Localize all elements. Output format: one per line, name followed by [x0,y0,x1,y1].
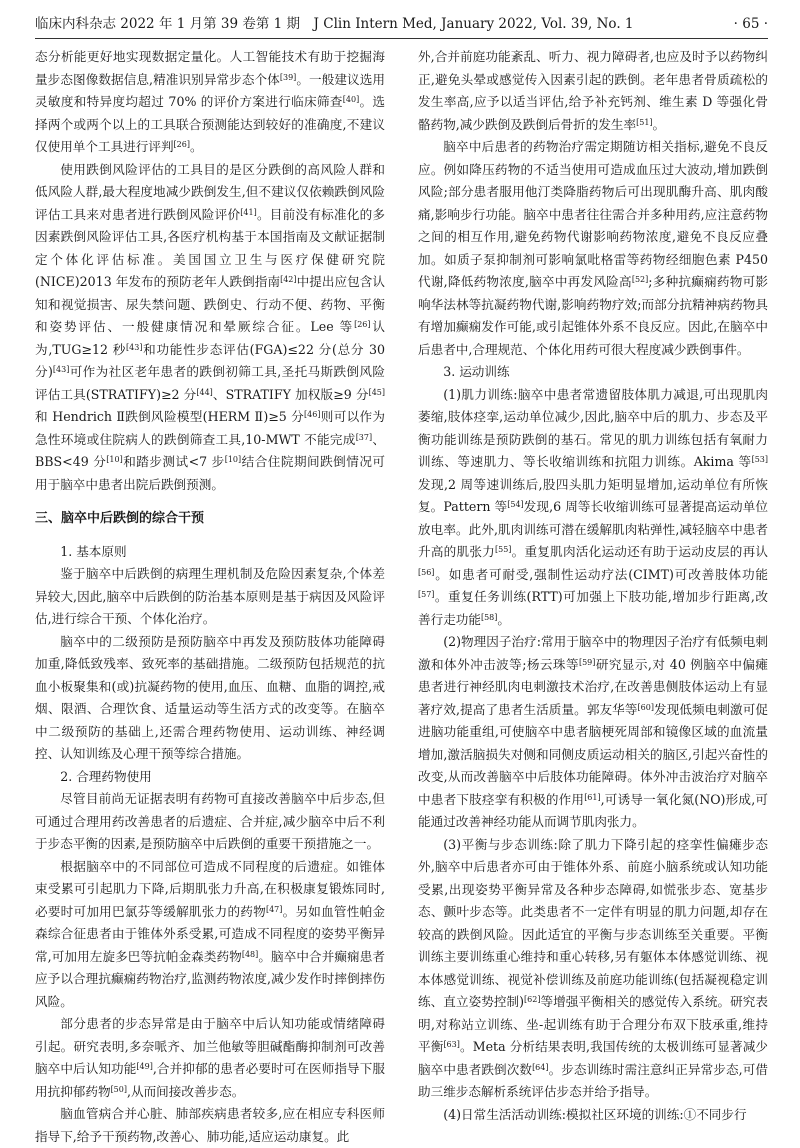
text-run: 外,合并前庭功能紊乱、听力、视力障碍者,也应及时予以药物纠正,避免头晕或感觉传入因素引起的跌倒。老年患者骨质疏松的发生率高,应予以适当评估,给予补充钙剂、维生素 D 等强化骨骼药物,减少跌倒及跌倒后骨折的发生率 [418,49,768,132]
text-run: 可作为社区老年患者的跌倒初筛工具,圣托马斯跌倒风险评估工具(STRATIFY)≥2 分 [35,364,385,402]
citation: [42] [280,275,297,284]
citation: [39] [279,72,297,82]
citation: [43] [126,342,143,352]
text-run: 发现,2 周等速训练后,股四头肌力矩明显增加,运动单位有所恢复。Pattern 等 [418,476,768,514]
text-run: ,可诱导一氧化氮(NO)形成,可能通过改善神经功能从而调节肌肉张力。 [418,791,768,829]
text-run: 。目前没有标准化的多因素跌倒风险评估工具,各医疗机构基于本国指南及文献证据制定个体化评估标准。美国国立卫生与医疗保健研究院(NICE)2013 年发布的预防老年人跌倒指南 [35,206,386,289]
left-column [35,46,385,1148]
citation: [37] [355,432,373,442]
citation: [10] [106,455,123,464]
text-run: (2)物理因子治疗:常用于脑卒中的物理因子治疗有低频电刺激和体外冲击波等;杨云珠等 [418,634,768,672]
citation: [54] [507,500,524,509]
text-run: 中提出应包含认知和视觉损害、尿失禁问题、跌倒史、行动不便、药物、平衡和姿势评估、一般健康情况和晕厥综合征。Lee 等 [35,274,385,334]
text-run: 。另如血管性帕金森综合征患者由于锥体外系受累,可造成不同程度的姿势平衡异常,可加用左旋多巴等抗帕金森类药物 [35,903,386,964]
text-run: 和功能性步态评估(FGA)≤22 分(总分 30 分) [35,341,385,379]
text-run: 发现,6 周等长收缩训练可显著提高运动单位放电率。此外,肌肉训练可潜在缓解肌肉粘弹性,减轻脑卒中患者升高的肌张力 [418,499,768,559]
citation: [43] [52,365,70,374]
text-run: 根据脑卒中的不同部位可造成不同程度的后遗症。如锥体束受累可引起肌力下降,后期肌张力升高,在积极康复锻炼同时,必要时可加用巴氯芬等缓解肌张力的药物 [35,858,385,919]
citation: [63] [443,1040,460,1049]
text-run: 。步态训练时需注意纠正异常步态,可借助三维步态解析系统评估步态并给予指导。 [418,1061,768,1099]
text-run: 。重复肌肉活化运动还有助于运动皮层的再认 [511,544,769,559]
text-run: 使用跌倒风险评估的工具目的是区分跌倒的高风险人群和低风险人群,最大程度地减少跌倒发生,但不建议仅依赖跌倒风险评估工具来对患者进行跌倒风险评价 [35,161,385,222]
citation: [51] [636,117,653,127]
text-run: 和 Hendrich Ⅱ跌倒风险模型(HERM Ⅱ)≥5 分 [35,409,305,424]
text-run: 态分析能更好地实现数据定量化。人工智能技术有助于挖掘海量步态图像数据信息,精准识别异常步态个体 [35,49,385,87]
text-run: 。 [189,139,203,154]
text-run: ,合并抑郁的患者必要时可在医师指导下服用抗抑郁药物 [35,1061,385,1099]
text-run: 等增强平衡相关的感觉传入系统。研究表明,对称站立训练、坐-起训练有助于合理分布双下肢承重,维持平衡 [418,994,768,1054]
subsection-heading: 1. 基本原则 [60,543,127,559]
paragraph [35,856,385,1014]
text-run: 认为,TUG≥12 秒 [35,319,385,357]
citation: [40] [342,95,360,104]
text-run: 和踏步测试<7 步 [122,454,225,469]
citation: [55] [494,545,512,554]
text-run: 、STRATIFY 加权版≥9 分 [212,386,369,402]
paragraph [35,159,385,497]
text-run: 研究显示,对 40 例脑卒中偏瘫患者进行神经肌肉电刺激技术治疗,在改善患侧肢体运动上有显著疗效,提高了患者生活质量。郭友华等 [418,656,768,717]
citation: [10] [224,455,242,464]
citation: [45] [368,387,385,397]
paragraph [418,136,768,361]
paragraph: 脑卒中的二级预防是预防脑卒中再发及预防肢体功能障碍加重,降低致残率、致死率的基础措施。二级预防包括规范的抗血小板聚集和(或)抗凝药物的使用,血压、血糖、血脂的调控,戒烟、限酒、合理饮食、适量运动等生活方式的改变等。在脑卒中二级预防的基础上,还需合理药物使用、运动训练、神经调控、认知训练及心理干预等综合措施。 [35,633,385,761]
text-run: 、BBS<49 分 [35,431,386,469]
journal-citation: 临床内科杂志 2022 年 1 月第 39 卷第 1 期 J Clin Intern Med, January 2022, Vol. 39, No. 1 [35,16,634,32]
citation: [57] [418,590,435,599]
text-run: (3)平衡与步态训练:除了肌力下降引起的痉挛性偏瘫步态外,脑卒中后患者亦可由于锥体外系、前庭小脑系统或认知功能受累,出现姿势平衡异常及各种步态障碍,如慌张步态、宽基步态、颤叶步态等。此类患者不一定伴有明显的肌力问题,却存在较高的跌倒风险。因此适宜的平衡与步态训练至关重要。平衡训练主要训练重心维持和重心转移,另有躯体本体感觉训练、视本体感觉训练、视觉补偿训练及前庭功能训练(包括凝视稳定训练、直立姿势控制) [418,836,768,1009]
section-heading: 三、脑卒中后跌倒的综合干预 [35,511,205,526]
citation: [60] [637,702,654,712]
text-run: 。如患者可耐受,强制性运动疗法(CIMT)可改善肢体功能 [434,566,768,582]
paragraph: 脑血管病合并心脏、肺部疾病患者较多,应在相应专科医师指导下,给予干预药物,改善心、肺功能,适应运动康复。此 [35,1106,385,1144]
citation: [53] [751,455,768,464]
citation: [59] [578,657,596,667]
citation: [48] [241,949,259,959]
paragraph [35,1013,385,1103]
text-run: 。重复任务训练(RTT)可加强上下肢功能,增加步行距离,改善行走功能 [418,589,768,627]
text-run: 结合住院期间跌倒情况可用于脑卒中患者出院后跌倒预测。 [35,454,385,492]
paragraph: 鉴于脑卒中后跌倒的病理生理机制及危险因素复杂,个体差异较大,因此,脑卒中后跌倒的防治基本原则是基于病因及风险评估,进行综合干预、个体化治疗。 [35,566,385,626]
subsection-heading: 3. 运动训练 [443,364,510,379]
citation: [62] [524,995,541,1004]
citation: [44] [196,387,213,397]
text-run: 脑卒中后患者的药物治疗需定期随访相关指标,避免不良反应。例如降压药物的不适当使用可造成血压过大波动,增加跌倒风险;部分患者服用他汀类降脂药物后可出现肌酶升高、肌肉酸痛,影响步行功能。脑卒中患者往往需合并多种用药,应注意药物之间的相互作用,避免药物代谢影响药物浓度,避免不良反应叠加。如质子泵抑制剂可影响氯吡格雷等药物经细胞色素 P450 代谢,降低药物浓度,脑卒中再发风险高 [418,139,768,289]
text-run: 。 [497,611,510,627]
text-run: 部分患者的步态异常是由于脑卒中后认知功能或情绪障碍引起。研究表明,多奈哌齐、加兰他敏等胆碱酯酶抑制剂可改善脑卒中后认知功能 [35,1016,385,1076]
text-run: (1)肌力训练:脑卒中患者常遗留肢体肌力减退,可出现肌肉萎缩,肢体痉挛,运动单位减少,因此,脑卒中后的肌力、步态及平衡功能训练是预防跌倒的基石。常见的肌力训练包括有氧耐力训练、等速肌力、等长收缩训练和抗阻力训练。Akima 等 [418,386,768,469]
paragraph [418,834,768,1104]
text-run: 。Meta 分析结果表明,我国传统的太极训练可显著减少脑卒中患者跌倒次数 [418,1039,768,1077]
citation: [64] [532,1062,549,1072]
text-run: 则可以作为急性环境或住院病人的跌倒筛查工具,10-MWT 不能完成 [35,409,386,447]
right-column [418,46,768,1126]
text-run: 。 [652,116,666,132]
citation: [52] [631,275,649,284]
citation: [49] [136,1062,153,1071]
subsection-heading: 2. 合理药物使用 [60,768,152,784]
text-run: 发现低频电刺激可促进脑功能重组,可使脑卒中患者脑梗死周部和镜像区域的血流量增加,激活脑损失对侧和同侧皮质运动相关的脑区,引起兴奋性的改变,从而改善脑卒中后肢体功能障碍。体外冲击波治疗对脑卒中患者下肢痉挛有积极的作用 [418,701,768,807]
text-run: ,从而间接改善步态。 [126,1083,245,1099]
running-header [35,12,768,36]
text-run: 。一般建议选用灵敏度和特异度均超过 70% 的评价方案进行临床筛查 [35,71,385,109]
paragraph [418,46,768,136]
citation: [26] [173,140,190,149]
citation: [61] [584,792,601,802]
header-rule [35,38,768,39]
citation: [47] [265,904,283,914]
citation: [46] [304,410,321,419]
paragraph [35,46,385,159]
paragraph [418,384,768,632]
page-number: · 65 · [733,16,768,32]
text-run: ;多种抗癫痫药物可影响华法林等抗凝药物代谢,影响药物疗效;而部分抗精神病药物具有增加癫痫发作可能,或引起锥体外系不良反应。因此,在脑卒中后患者中,合理规范、个体化用药可很大程度减少跌倒事件。 [418,274,768,357]
citation: [58] [480,612,498,622]
citation: [41] [240,207,257,217]
paragraph [418,631,768,834]
citation: [50] [110,1084,127,1094]
citation: [26] [354,320,371,329]
text-run: 。脑卒中合并癫痫患者应予以合理抗癫痫药物治疗,监测药物浓度,减少发作时摔倒摔伤风险。 [35,948,385,1009]
citation: [56] [418,567,435,577]
paragraph: 尽管目前尚无证据表明有药物可直接改善脑卒中后步态,但可通过合理用药改善患者的后遗症、合并症,减少脑卒中后不利于步态平衡的因素,是预防脑卒中后跌倒的重要干预措施之一。 [35,791,385,851]
text-run: 。选择两个或两个以上的工具联合预测能达到较好的准确度,不建议仅使用单个工具进行评判 [35,94,386,154]
paragraph: (4)日常生活活动训练:模拟社区环境的训练:①不同步行 [443,1106,747,1122]
